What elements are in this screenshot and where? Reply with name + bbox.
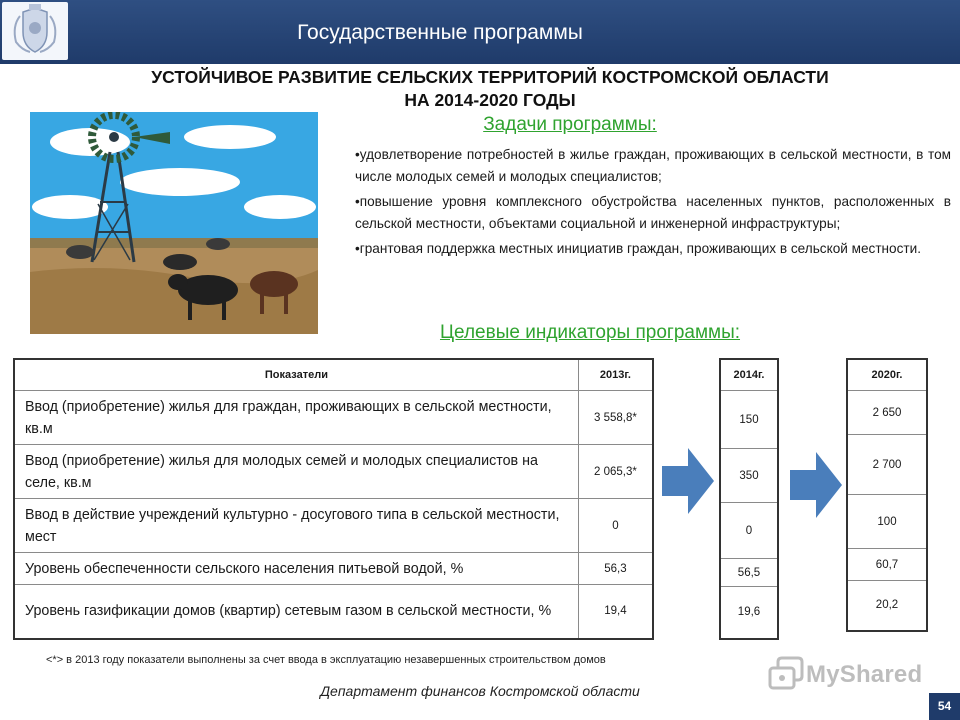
table-row <box>14 499 653 553</box>
department-footer: Департамент финансов Костромской области <box>320 683 640 699</box>
indicators-heading: Целевые индикаторы программы: <box>439 322 741 343</box>
indicator-value-2020: 2 700 <box>847 435 927 495</box>
page-number: 54 <box>929 693 960 720</box>
indicator-value-2013: 19,4 <box>578 585 653 639</box>
indicator-value-2014: 19,6 <box>720 587 778 639</box>
column-header-2014: 2014г. <box>720 359 778 391</box>
task-item: •удовлетворение потребностей в жилье граждан, проживающих в сельской местности, в том числе молодых семей и молодых специалистов; <box>355 147 951 184</box>
right-arrow-icon <box>662 448 714 514</box>
indicator-value-2020: 60,7 <box>847 549 927 581</box>
column-header-2020: 2020г. <box>847 359 927 391</box>
indicator-value-2020: 20,2 <box>847 581 927 631</box>
indicator-value-2013: 2 065,3* <box>578 445 653 499</box>
indicators-table-2013 <box>13 358 654 640</box>
tasks-list <box>355 144 951 264</box>
indicator-name: Ввод (приобретение) жилья для граждан, проживающих в сельской местности, кв.м <box>14 391 578 445</box>
windmill-farm-illustration <box>30 112 318 334</box>
indicators-table-2020 <box>846 358 928 632</box>
table-row <box>14 585 653 639</box>
indicator-name: Ввод (приобретение) жилья для молодых семей и молодых специалистов на селе, кв.м <box>14 445 578 499</box>
indicator-name: Уровень обеспеченности сельского населения питьевой водой, % <box>14 553 578 585</box>
page-title-line1: УСТОЙЧИВОЕ РАЗВИТИЕ СЕЛЬСКИХ ТЕРРИТОРИЙ КОСТРОМСКОЙ ОБЛАСТИ <box>151 67 829 87</box>
footnote: <*> в 2013 году показатели выполнены за счет ввода в эксплуатацию незавершенных строительством домов <box>46 654 606 666</box>
column-header-indicator: Показатели <box>14 359 578 391</box>
task-item: •повышение уровня комплексного обустройства населенных пунктов, расположенных в сельской местности, объектами социальной и инженерной инфраструктуры; <box>355 194 951 231</box>
tasks-heading: Задачи программы: <box>483 114 657 135</box>
indicator-name: Уровень газификации домов (квартир) сетевым газом в сельской местности, % <box>14 585 578 639</box>
header-title: Государственные программы <box>297 21 583 44</box>
table-row <box>14 445 653 499</box>
indicator-value-2014: 56,5 <box>720 559 778 587</box>
task-item: •грантовая поддержка местных инициатив граждан, проживающих в сельской местности. <box>355 241 922 256</box>
indicator-value-2020: 2 650 <box>847 391 927 435</box>
right-arrow-icon <box>790 452 842 518</box>
column-header-2013: 2013г. <box>578 359 653 391</box>
table-header-row <box>14 359 653 391</box>
page-title <box>40 66 940 112</box>
indicator-value-2013: 0 <box>578 499 653 553</box>
table-row <box>14 553 653 585</box>
indicator-value-2013: 56,3 <box>578 553 653 585</box>
indicator-value-2014: 150 <box>720 391 778 449</box>
myshared-watermark: MyShared <box>806 661 923 688</box>
table-row <box>14 391 653 445</box>
indicator-value-2013: 3 558,8* <box>578 391 653 445</box>
indicator-value-2020: 100 <box>847 495 927 549</box>
indicators-table-2014 <box>719 358 779 640</box>
indicator-name: Ввод в действие учреждений культурно - досугового типа в сельской местности, мест <box>14 499 578 553</box>
indicator-value-2014: 350 <box>720 449 778 503</box>
header-bar <box>0 0 960 64</box>
indicator-value-2014: 0 <box>720 503 778 559</box>
page-title-line2: НА 2014-2020 ГОДЫ <box>404 90 576 110</box>
